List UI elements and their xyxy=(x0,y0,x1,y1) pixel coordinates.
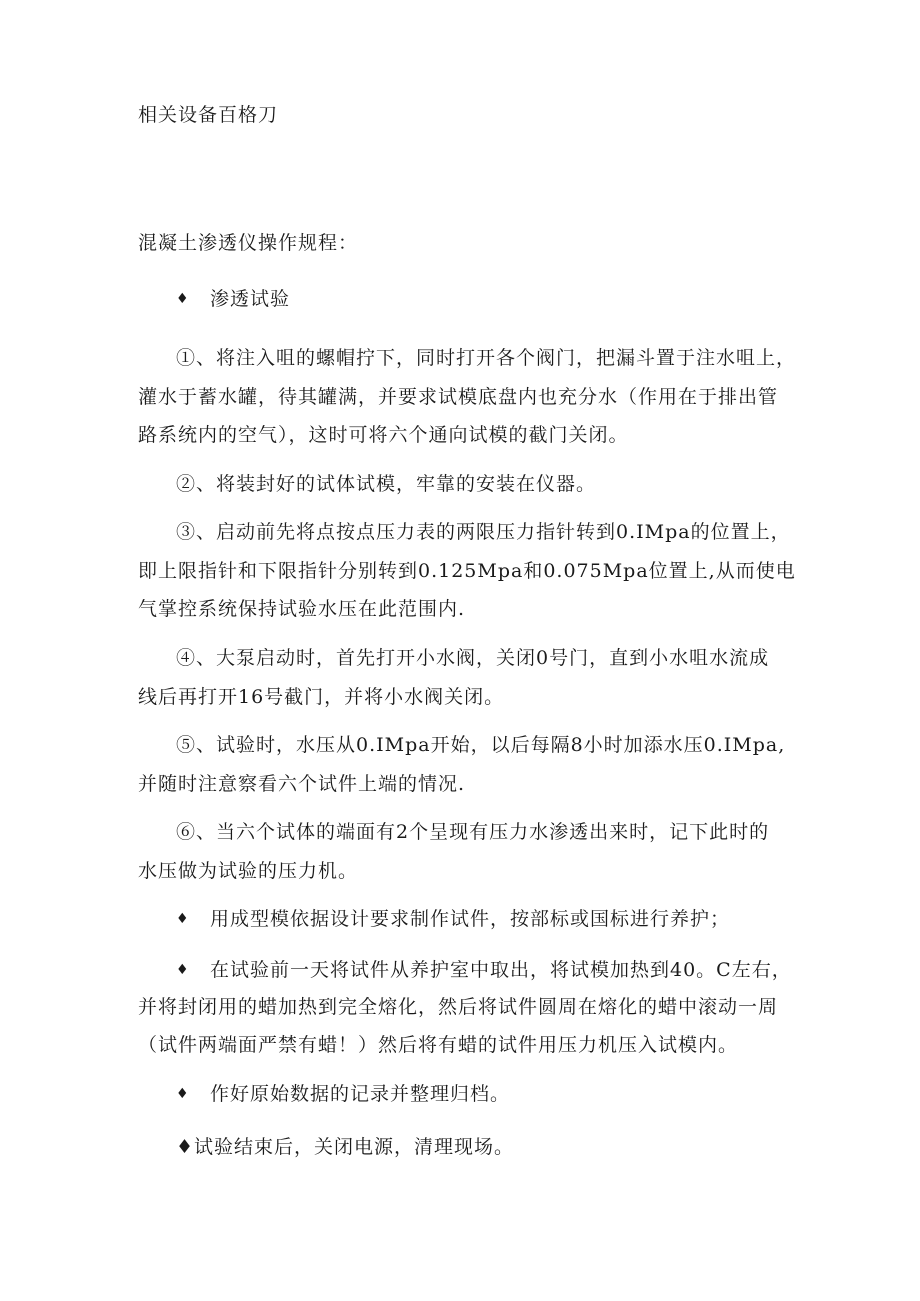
step1-line2: 灌水于蓄水罐，待其罐满，并要求试模底盘内也充分水（作用在于排出管 xyxy=(138,386,779,408)
step3-line1: ③、启动前先将点按点压力表的两限压力指针转到0.IMpa的位置上， xyxy=(176,521,791,543)
step3-line2: 即上限指针和下限指针分别转到0.125Mpa和0.075Mpa位置上,从而使电 xyxy=(138,560,796,582)
bullet-text: 作好原始数据的记录并整理归档。 xyxy=(210,1083,511,1105)
bullet-text: 用成型模依据设计要求制作试件，按部标或国标进行养护； xyxy=(210,908,731,930)
bullet-heat-specimens-line3: （试件两端面严禁有蜡！）然后将有蜡的试件用压力机压入试模内。 xyxy=(138,1034,739,1056)
step5-line1: ⑤、试验时，水压从0.IMpa开始，以后每隔8小时加添水压0.IMpa, xyxy=(176,734,786,756)
step6-line2: 水压做为试验的压力机。 xyxy=(138,860,359,882)
step1-line3: 路系统内的空气），这时可将六个通向试模的截门关闭。 xyxy=(138,424,629,446)
section-permeability-test xyxy=(176,287,290,311)
bullet-diamond-icon: ♦ xyxy=(176,911,190,927)
heading-equipment: 相关设备百格刀 xyxy=(138,104,279,126)
heading-procedure: 混凝土渗透仪操作规程： xyxy=(138,232,359,254)
bullet-heat-specimens-line1 xyxy=(176,958,792,982)
step1-line1: ①、将注入咀的螺帽拧下，同时打开各个阀门，把漏斗置于注水咀上， xyxy=(176,347,797,369)
bullet-diamond-icon: ♦ xyxy=(176,1086,190,1102)
bullet-diamond-icon: ♦ xyxy=(176,291,190,307)
bullet-record-data xyxy=(176,1082,510,1106)
bullet-heat-specimens-line2: 并将封闭用的蜡加热到完全熔化，然后将试件圆周在熔化的蜡中滚动一周 xyxy=(138,996,779,1018)
step4-line2: 线后再打开16号截门，并将小水阀关闭。 xyxy=(138,686,505,708)
step6-line1: ⑥、当六个试体的端面有2个呈现有压力水渗透出来时，记下此时的 xyxy=(176,821,770,843)
step3-line3: 气掌控系统保持试验水压在此范围内. xyxy=(138,598,466,620)
step2-line1: ②、将装封好的试体试模，牢靠的安装在仪器。 xyxy=(176,473,597,495)
bullet-cleanup: ♦试验结束后，关闭电源，清理现场。 xyxy=(176,1136,515,1158)
step4-line1: ④、大泵启动时，首先打开小水阀，关闭0号门，直到小水咀水流成 xyxy=(176,647,770,669)
bullet-diamond-icon: ♦ xyxy=(176,962,190,978)
step5-line2: 并随时注意察看六个试件上端的情况. xyxy=(138,773,466,795)
bullet-text: 在试验前一天将试件从养护室中取出，将试模加热到40。C左右， xyxy=(210,959,792,981)
section-title: 渗透试验 xyxy=(210,288,291,310)
bullet-prepare-specimens xyxy=(176,907,730,931)
